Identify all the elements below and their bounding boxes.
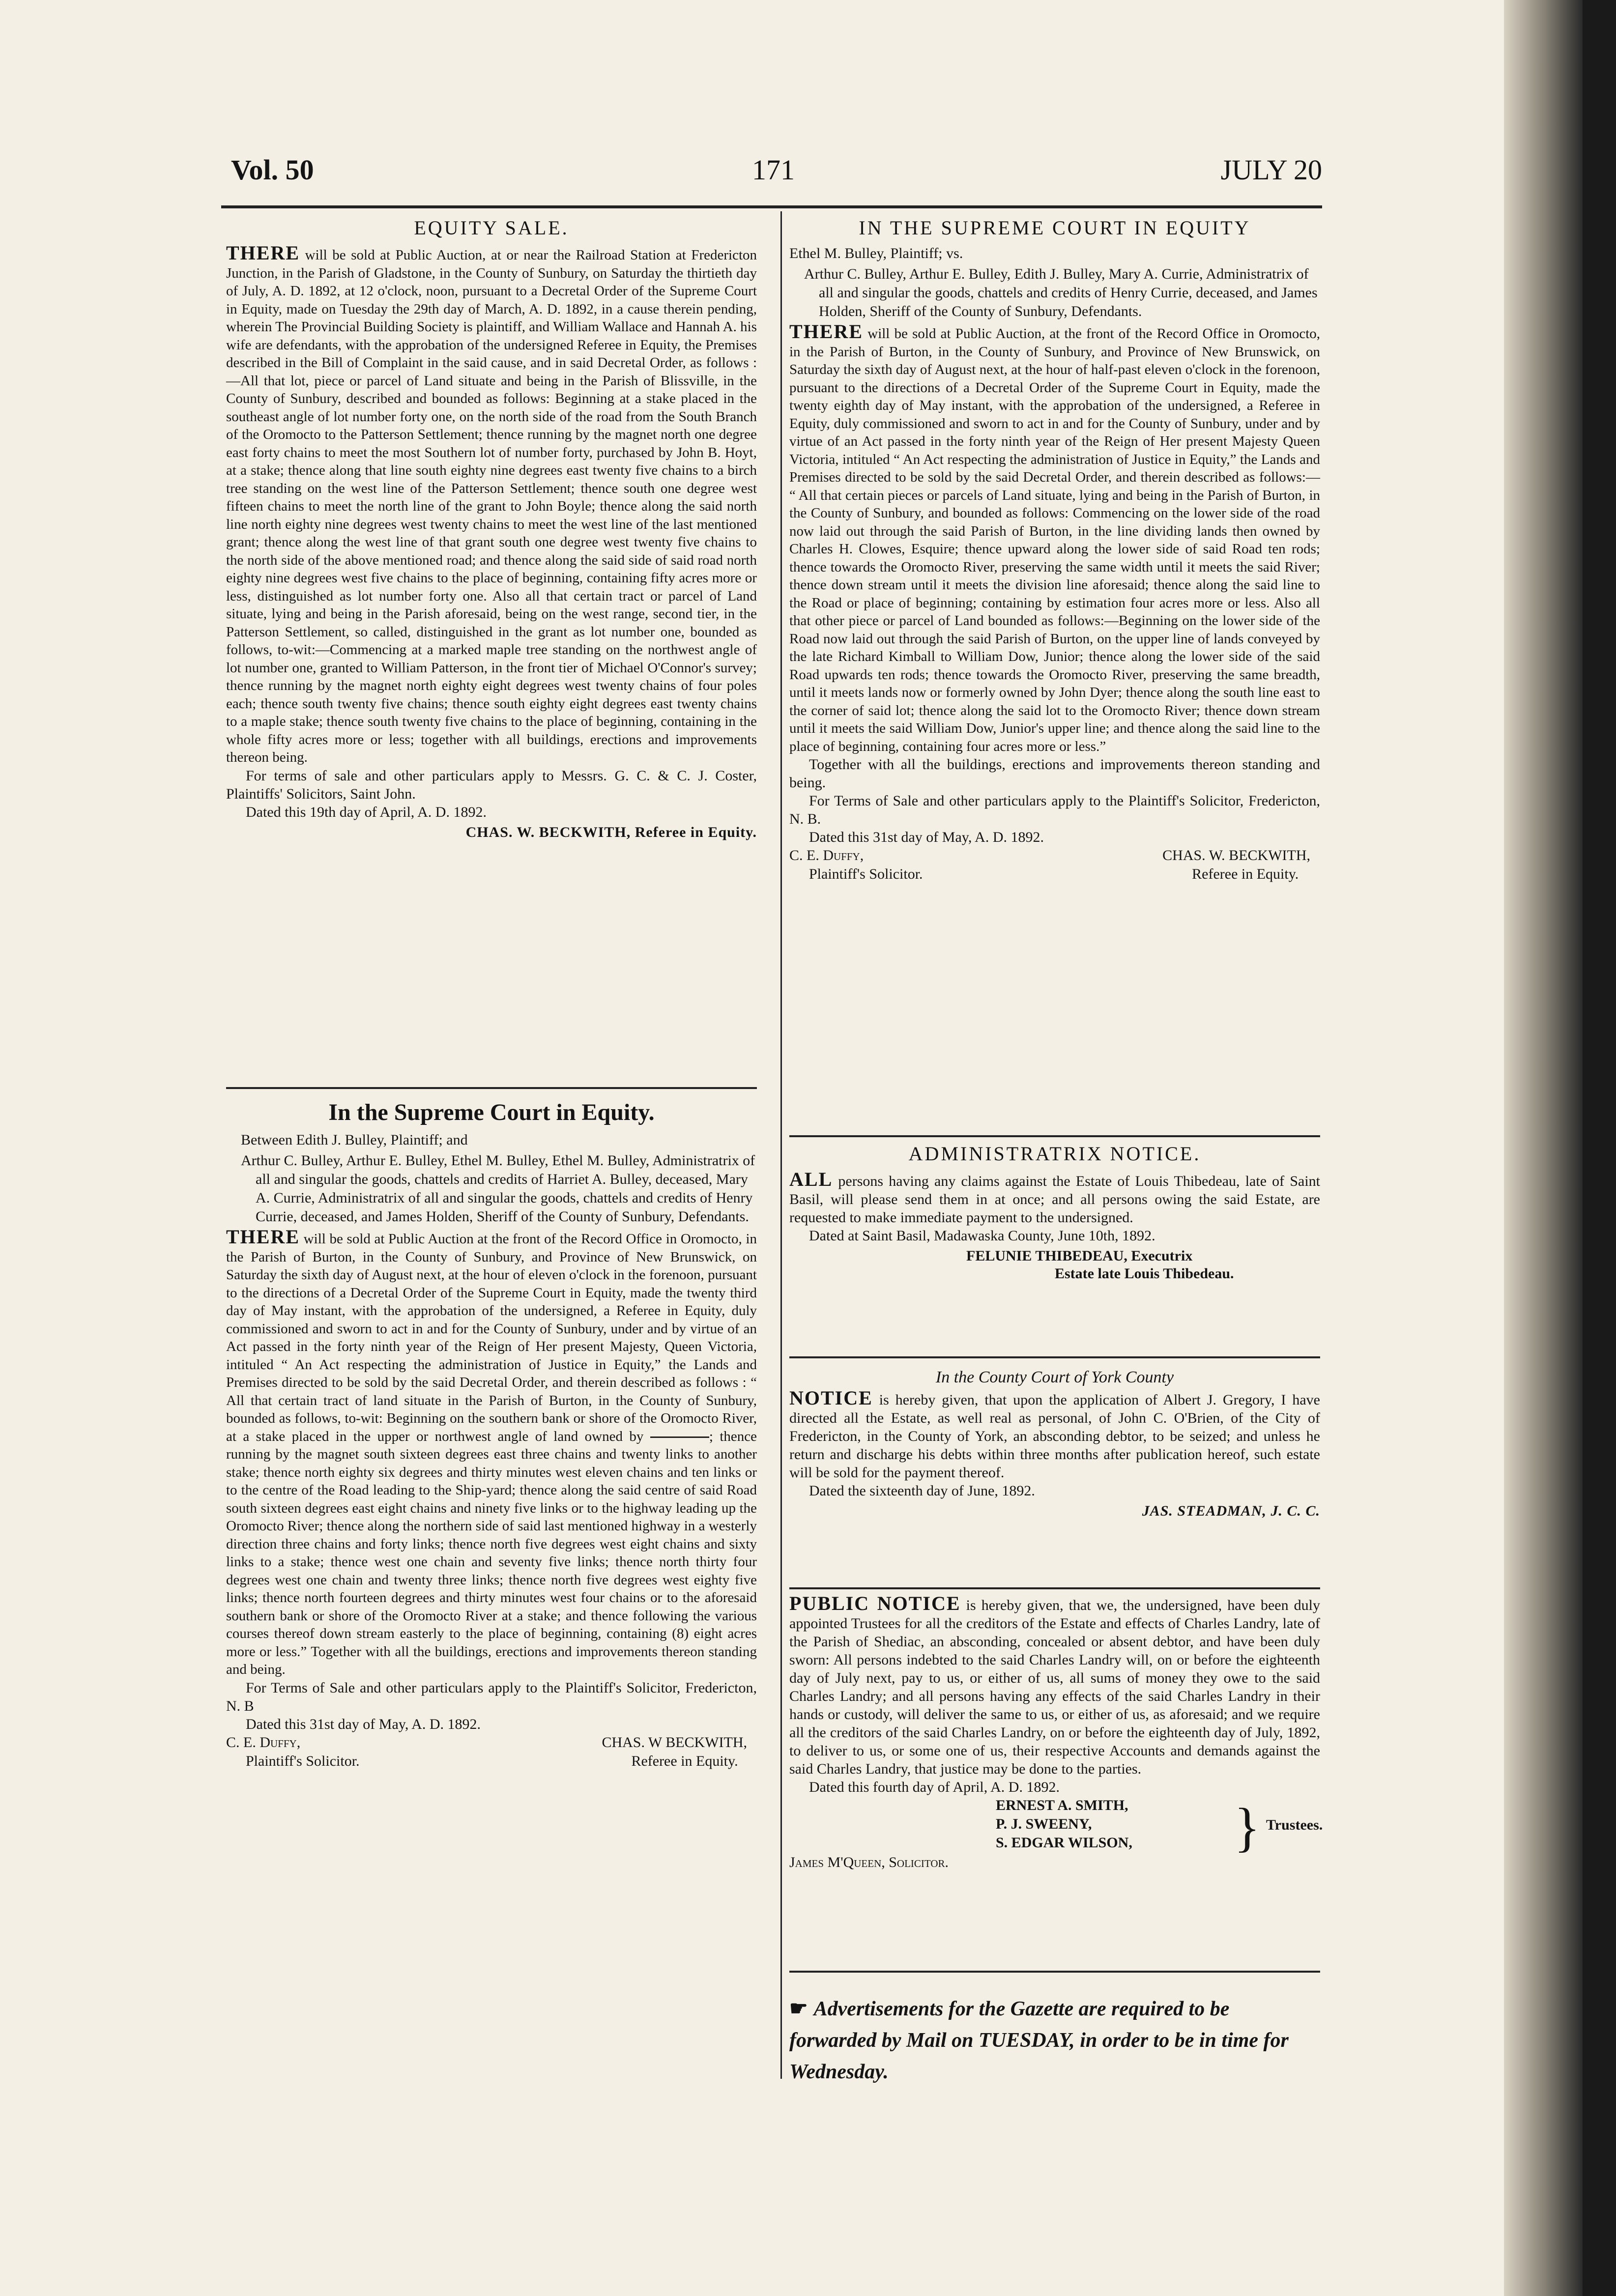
administratrix-signature-1: FELUNIE THIBEDEAU, Executrix [966, 1248, 1193, 1264]
supreme-right-solicitor-name: C. E. Duffy, [789, 847, 864, 863]
york-county-notice [789, 1351, 1320, 1522]
supreme-right-parties-2: Arthur C. Bulley, Arthur E. Bulley, Edith J. Bulley, Mary A. Currie, Administratrix of all and singular the goods, chattels and credits of Henry Currie, deceased, and James Holden, Sheriff of the County of Sunbury, Defendants. [804, 266, 1318, 319]
supreme-right-title: IN THE SUPREME COURT IN EQUITY [859, 217, 1251, 239]
supreme-left-body [226, 1228, 757, 1679]
trustees-names [996, 1796, 1132, 1852]
supreme-right-body [789, 320, 1320, 755]
volume-label: Vol. 50 [231, 154, 314, 186]
equity-sale-title: EQUITY SALE. [414, 217, 569, 239]
supreme-left-terms: For Terms of Sale and other particulars apply to the Plaintiff's Solicitor, Fredericton, N. B [226, 1679, 757, 1714]
supreme-left-solicitor [226, 1733, 360, 1771]
trustee-3: S. EDGAR WILSON, [996, 1835, 1132, 1851]
blank-fill-line [650, 1436, 709, 1438]
section-rule [789, 1587, 1320, 1589]
administratrix-dated: Dated at Saint Basil, Madawaska County, June 10th, 1892. [809, 1228, 1155, 1244]
supreme-right-signatures [789, 846, 1320, 886]
administratrix-title: ADMINISTRATRIX NOTICE. [908, 1143, 1201, 1165]
supreme-left-referee [602, 1733, 747, 1771]
supreme-right-dated: Dated this 31st day of May, A. D. 1892. [809, 829, 1044, 845]
public-notice-text: is hereby given, that we, the undersigned, have been duly appointed Trustees for all the creditors of the Estate and effects of Charles Landry, late of the Parish of Shediac, an absconding, concealed or absent debtor, and have been duly sworn: All persons indebted to the said Charles Landry will, on or before the eighteenth day of July next, pay to us, or either of us, all sums of money they owe to the said Charles Landry; and all persons having any effects of the said Charles Landry in their hands or custody, will deliver the same to us, or either of us, as aforesaid; and we require all the creditors of the said Charles Landry, on or before the eighteenth day of July, 1892, to deliver to us, or some one of us, their respective Accounts and demands against the said Charles Landry, that justice may be done to the parties. [789, 1597, 1321, 1777]
trustee-2: P. J. SWEENY, [996, 1816, 1092, 1832]
supreme-right-terms: For Terms of Sale and other particulars apply to the Plaintiff's Solicitor, Fredericton, N. B. [789, 793, 1320, 827]
brace-icon: } [1234, 1797, 1260, 1857]
equity-sale-dated: Dated this 19th day of April, A. D. 1892. [246, 804, 487, 820]
section-rule [789, 1971, 1320, 1973]
supreme-right-referee [1162, 846, 1310, 884]
york-county-lead: NOTICE [789, 1387, 873, 1409]
supreme-right-referee-role: Referee in Equity. [1192, 866, 1299, 882]
york-county-text: is hereby given, that upon the application of Albert J. Gregory, I have directed all the Estate, as well real as personal, of John C. O'Brien, of the City of Fredericton, in the County of York, an absconding debtor, to be seized; and unless he return and discharge his debts within three months after publication hereof, such estate will be sold for the payment thereof. [789, 1392, 1320, 1481]
york-county-signature: JAS. STEADMAN, J. C. C. [1142, 1503, 1320, 1519]
page-number: 171 [752, 154, 795, 186]
gazette-advertisement-notice [789, 1966, 1320, 2108]
supreme-left-parties-1: Between Edith J. Bulley, Plaintiff; and [241, 1132, 468, 1148]
column-divider [780, 211, 782, 2079]
public-notice-dated: Dated this fourth day of April, A. D. 1892. [809, 1779, 1060, 1795]
supreme-left-solicitor-role: Plaintiff's Solicitor. [246, 1752, 360, 1769]
public-notice-body [789, 1594, 1320, 1778]
york-county-title: In the County Court of York County [935, 1368, 1174, 1386]
equity-sale-body [226, 244, 757, 767]
supreme-right-referee-name: CHAS. W. BECKWITH, [1162, 847, 1310, 863]
trustee-1: ERNEST A. SMITH, [996, 1797, 1128, 1813]
section-rule [789, 1135, 1320, 1137]
equity-sale-terms: For terms of sale and other particulars apply to Messrs. G. C. & C. J. Coster, Plaintiffs' Solicitors, Saint John. [226, 767, 757, 802]
administratrix-body [789, 1170, 1320, 1227]
supreme-left-parties-2: Arthur C. Bulley, Arthur E. Bulley, Ethel M. Bulley, Ethel M. Bulley, Administratrix of all and singular the goods, chattels and credits of Harriet A. Bulley, deceased, Mary A. Currie, Administratrix of all and singular the goods, chattels and credits of Henry Currie, deceased, and James Holden, Sheriff of the County of Sunbury, Defendants. [241, 1152, 755, 1225]
book-spine [1504, 0, 1583, 2296]
public-notice-lead: PUBLIC NOTICE [789, 1592, 961, 1614]
pointing-hand-icon: ☛ [789, 1998, 808, 2020]
supreme-right-lead: THERE [789, 320, 864, 343]
supreme-left-lead: THERE [226, 1226, 300, 1248]
equity-sale-notice [226, 216, 757, 844]
supreme-left-text-1: will be sold at Public Auction at the front of the Record Office in Oromocto, in the Parish of Burton, in the County of Sunbury, and Province of New Brunswick, on Saturday the sixth day of August next, at the hour of eleven o'clock in the forenoon, pursuant to the directions of a Decretal Order of the Supreme Court in Equity, made the twenty third day of May instant, with the approbation of the undersigned, a Referee in Equity, duly commissioned and sworn to act in and for the County of Sunbury, under and by virtue of an Act passed in the forty ninth year of the Reign of Her present Majesty, Queen Victoria, intituled “ An Act respecting the administration of Justice in Equity,” the Lands and Premises directed to be sold by the said Decretal Order, and therein described as follows : “ All that certain tract of land situate in the Parish of Burton, in the County of Sunbury, bounded as follows, to-wit: Beginning on the southern bank or shore of the Oromocto River, at a stake placed in the upper or northwest angle of land owned by [226, 1231, 757, 1444]
trustees-label: Trustees. [1266, 1817, 1323, 1833]
supreme-left-referee-role: Referee in Equity. [631, 1752, 738, 1769]
administratrix-signature-2: Estate late Louis Thibedeau. [1055, 1265, 1234, 1282]
supreme-right-solicitor-role: Plaintiff's Solicitor. [809, 866, 923, 882]
public-notice [789, 1582, 1323, 1874]
york-county-dated: Dated the sixteenth day of June, 1892. [809, 1483, 1035, 1499]
supreme-right-solicitor [789, 846, 923, 884]
administratrix-text: persons having any claims against the Estate of Louis Thibedeau, late of Saint Basil, will please send them in at once; and all persons owing the said Estate, are requested to make immediate payment to the undersigned. [789, 1173, 1320, 1226]
supreme-court-right-notice [789, 216, 1320, 886]
section-rule [789, 1356, 1320, 1358]
supreme-court-left-notice [226, 1096, 757, 1773]
supreme-left-title: In the Supreme Court in Equity. [328, 1099, 655, 1125]
supreme-left-solicitor-name: C. E. Duffy, [226, 1734, 301, 1751]
supreme-right-text: will be sold at Public Auction, at the front of the Record Office in Oromocto, in the Parish of Burton, in the County of Sunbury, and Province of New Brunswick, on Saturday the sixth day of August next, at the hour of half-past eleven o'clock in the forenoon, pursuant to the directions of a Decretal Order of the Supreme Court in Equity, made the twenty eighth day of May instant, with the approbation of the undersigned, a Referee in Equity, duly commissioned and sworn to act in and for the County of Sunbury, under and by virtue of an Act passed in the forty ninth year of the Reign of Her present Majesty Queen Victoria, intituled “ An Act respecting the administration of Justice in Equity,” the Lands and Premises directed to be sold by the said Decretal Order, and therein described as follows:— “ All that certain pieces or parcels of Land situate, lying and being in the Parish of Burton, in the County of Sunbury, and bounded as follows: Commencing on the lower side of the road now laid out through the said Parish of Burton, in the line dividing lands then owned by Charles H. Clowes, Esquire; thence upward along the lower side of said Road ten rods; thence towards the Oromocto River, preserving the same width until it meets the said River; thence down stream until it meets the division line aforesaid; thence along the said line to the Road or place of beginning; containing by estimation four acres more or less. Also all that other piece or parcel of Land bounded as follows:—Beginning on the lower side of the Road now laid out through the said Parish of Burton, on the upper line of lands conveyed by the late Richard Kimball to William Dow, Junior; thence along the lower side of the said Road upwards ten rods; thence towards the Oromocto River, preserving the same breadth, until it meets lands now or formerly owned by John Dyer; thence along the south line east to the corner of said lot; thence along the said lot to the Oromocto River; thence down stream until it meets the said William Dow, Junior's upper line; and thence along the said line to the place of beginning, containing four acres more or less.” [789, 326, 1320, 754]
administratrix-notice [789, 1130, 1320, 1285]
supreme-left-referee-name: CHAS. W BECKWITH, [602, 1734, 747, 1751]
trustees-block [789, 1796, 1323, 1865]
supreme-right-together: Together with all the buildings, erections and improvements thereon standing and being. [789, 756, 1320, 791]
administratrix-lead: ALL [789, 1168, 833, 1190]
supreme-left-text-2: ; thence running by the magnet south sixteen degrees east three chains and twenty links to another stake; thence north eighty six degrees and thirty minutes west eleven chains and ten links or to the centre of the Road leading to the Ship-yard; thence along the said centre of said Road south sixteen degrees east eight chains and ninety five links or to the highway leading up the Oromocto River; thence along the northern side of said last mentioned highway in a westerly direction three chains and forty links; thence north five degrees west eight chains and sixty links to a stake; thence west one chain and seventy five links; thence north thirty four degrees west one chain and twenty three links; thence north five degrees west eighty five links; thence north fourteen degrees and thirty minutes west four chains or to the aforesaid southern bank or shore of the Oromocto River at a stake; and thence following the various courses thereof down stream easterly to the place of beginning, containing (8) eight acres more or less.” Together with all the buildings, erections and improvements thereon standing and being. [226, 1428, 757, 1677]
section-rule [226, 1087, 757, 1089]
supreme-left-dated: Dated this 31st day of May, A. D. 1892. [246, 1716, 481, 1732]
equity-sale-text: will be sold at Public Auction, at or near the Railroad Station at Fredericton Junction, in the Parish of Gladstone, in the County of Sunbury, on Saturday the thirtieth day of July, A. D. 1892, at 12 o'clock, noon, pursuant to a Decretal Order of the Supreme Court in Equity, made on Tuesday the 29th day of March, A. D. 1892, in a cause therein pending, wherein The Provincial Building Society is plaintiff, and William Wallace and Hannah A. his wife are defendants, with the approbation of the undersigned Referee in Equity, the Premises described in the Bill of Complaint in the said cause, and in said Decretal Order, as follows :—All that lot, piece or parcel of Land situate and being in the Parish of Blissville, in the County of Sunbury, described and bounded as follows: Beginning at a stake placed in the southeast angle of lot number forty one, on the north side of the road from the South Branch of the Oromocto to the Patterson Settlement; thence running by the magnet north one degree east forty chains to meet the most Southern lot of number forty, purchased by John B. Hoyt, at a stake; thence along that line south eighty nine degrees east twenty five chains to a birch tree standing on the west line of the Patterson Settlement; thence south one degree west fifteen chains to meet the north line of the grant to John Boyle; thence along the said north line north eighty nine degrees west twenty chains to meet the west line of the last mentioned grant; thence along the west line of that grant south one degree west twenty five chains to the north side of the above mentioned road; and thence along the said side of said road north eighty nine degrees west five chains to the place of beginning, containing fifty acres more or less, distinguished as lot number forty one. Also all that certain tract or parcel of Land situate, lying and being in the Parish aforesaid, being on the west range, second tier, in the Patterson Settlement, so called, distinguished in the grant as lot number one, bounded as follows, to-wit:—Commencing at a marked maple tree standing on the northwest angle of lot number one, granted to William Patterson, in the front tier of Michael O'Connor's survey; thence running by the magnet north eighty eight degrees west twenty chains of four poles each; thence south twenty five chains; thence south eighty eight degrees east twenty chains to a maple stake; thence south twenty five chains to the place of beginning, containing in the whole fifty acres more or less; together with all buildings, erections and improvements thereon being. [226, 247, 757, 765]
header-rule [221, 205, 1322, 208]
advertisement-body: Advertisements for the Gazette are required to be forwarded by Mail on TUESDAY, in order to be in time for Wednesday. [789, 1998, 1289, 2083]
page-header [231, 153, 1322, 212]
equity-sale-lead: THERE [226, 242, 300, 264]
public-notice-solicitor: James M'Queen, Solicitor. [789, 1854, 949, 1870]
equity-sale-signature: CHAS. W. BECKWITH, Referee in Equity. [465, 824, 757, 840]
issue-date: JULY 20 [1220, 154, 1322, 186]
supreme-left-signatures [226, 1733, 757, 1773]
york-county-body [789, 1389, 1320, 1482]
advertisement-text [789, 1993, 1320, 2088]
supreme-right-parties-1: Ethel M. Bulley, Plaintiff; vs. [789, 245, 963, 261]
